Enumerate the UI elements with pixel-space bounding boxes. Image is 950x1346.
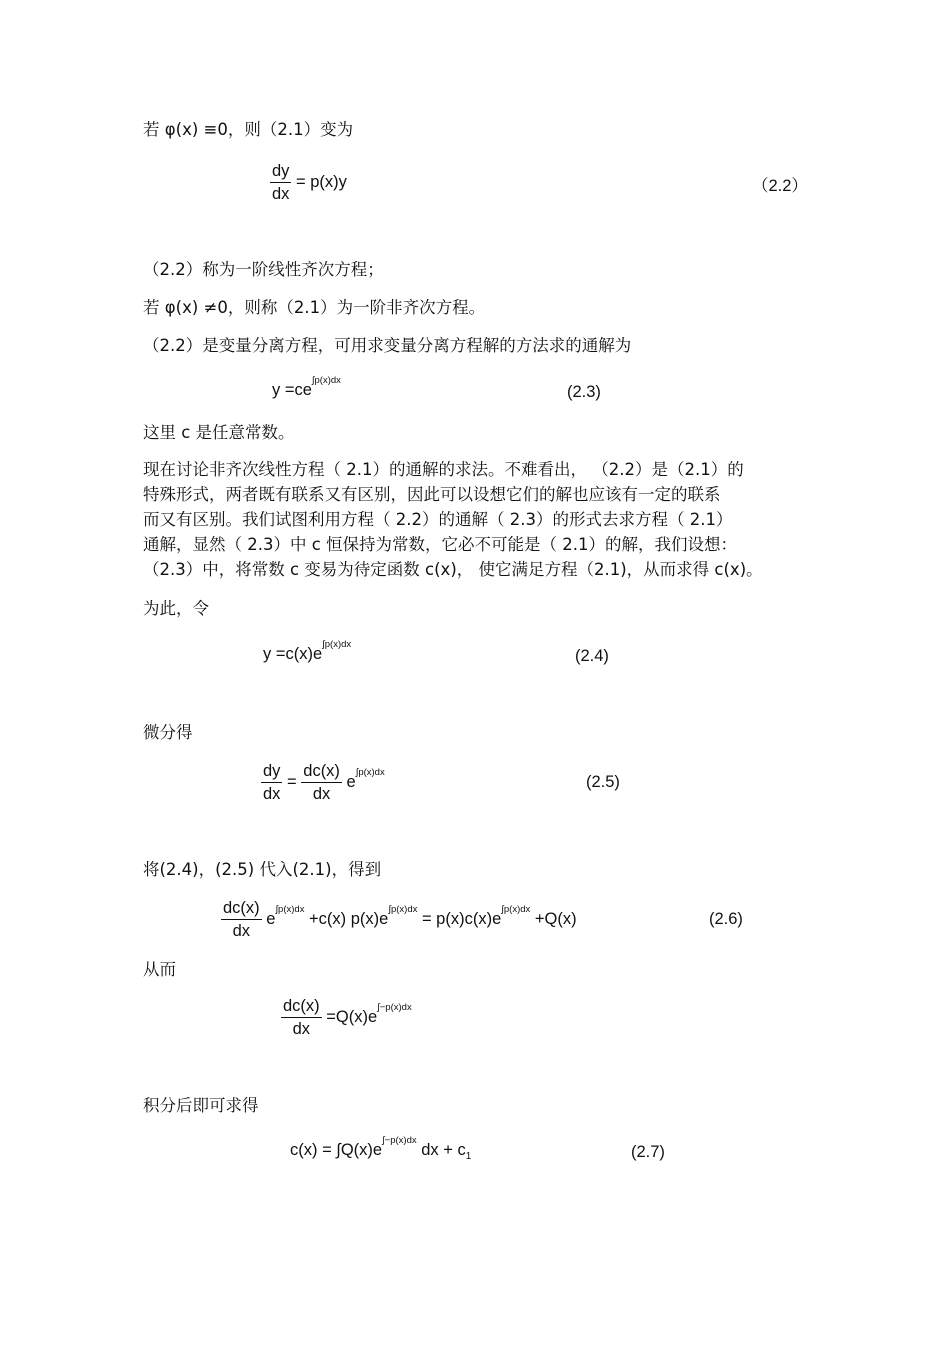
numerator: dc(x): [281, 995, 322, 1018]
equation-rhs: =Q(x)e: [326, 1007, 378, 1026]
fraction-dy-dx: [261, 760, 282, 805]
exponent: ∫−p(x)dx: [382, 1135, 417, 1146]
equals-sign: =: [287, 772, 297, 791]
fraction-dcx-dx: [281, 995, 322, 1040]
denominator: dx: [312, 785, 331, 803]
equation-rhs: = p(x)y: [296, 172, 347, 191]
line-let: 为此，令: [143, 599, 209, 618]
denominator: dx: [272, 185, 290, 203]
line-differentiate: 微分得: [143, 723, 193, 742]
equation-tail: dx + c: [421, 1141, 466, 1159]
equation-lhs: y =c(x)e: [263, 645, 323, 663]
exponent: ∫p(x)dx: [322, 639, 352, 650]
equation-2-2: [270, 160, 347, 205]
exponent: ∫p(x)dx: [355, 766, 385, 778]
line-nonhomogeneous-definition: 若 φ(x) ≠0，则称（2.1）为一阶非齐次方程。: [143, 298, 486, 317]
exponent: ∫p(x)dx: [311, 375, 341, 386]
equation-label-2-7: (2.7): [631, 1143, 665, 1161]
paragraph-line-1: 现在讨论非齐次线性方程（ 2.1）的通解的求法。不难看出， （2.2）是（2.1）的: [143, 460, 744, 479]
denominator: dx: [263, 785, 281, 803]
line-homogeneous-definition: （2.2）称为一阶线性齐次方程；: [143, 260, 384, 279]
line-substitute: 将(2.4)，(2.5) 代入(2.1)，得到: [143, 860, 382, 879]
term-a: e: [266, 909, 276, 928]
denominator: dx: [232, 922, 251, 940]
paragraph-line-3: 而又有区别。我们试图利用方程（ 2.2）的通解（ 2.3）的形式去求方程（ 2.1）: [143, 510, 733, 529]
term-d: +Q(x): [534, 909, 577, 928]
exponent-b: ∫p(x)dx: [388, 903, 418, 915]
equation-2-4: [263, 639, 352, 664]
equation-2-7: [290, 1135, 472, 1162]
numerator: dc(x): [221, 897, 262, 920]
equation-label-2-5: (2.5): [586, 773, 620, 791]
line-condition-phi-zero: 若 φ(x) ≡0，则（2.1）变为: [143, 120, 354, 139]
equation-2-6: [221, 897, 577, 942]
equation-label-2-3: (2.3): [567, 383, 601, 401]
equation-dcx: [281, 995, 412, 1040]
fraction-dy-dx: [270, 160, 291, 205]
paragraph-line-4: 通解，显然（ 2.3）中 c 恒保持为常数，它必不可能是（ 2.1）的解，我们设想：: [143, 535, 738, 554]
fraction-dcx-dx: [221, 897, 262, 942]
line-therefore: 从而: [143, 960, 176, 979]
subscript: 1: [465, 1151, 472, 1162]
term-c: = p(x)c(x)e: [421, 909, 502, 928]
equation-label-2-4: (2.4): [575, 647, 609, 665]
exp-base: e: [346, 772, 356, 791]
line-arbitrary-constant: 这里 c 是任意常数。: [143, 423, 295, 442]
paragraph-line-5: （2.3）中，将常数 c 变易为待定函数 c(x)， 使它满足方程（2.1)，从而求得 c(x)。: [143, 560, 763, 579]
equation-lhs: y =ce: [272, 381, 312, 399]
term-b: +c(x) p(x)e: [309, 909, 389, 928]
equation-label-2-6: (2.6): [709, 910, 743, 928]
equation-2-3: [272, 375, 341, 400]
exponent: ∫−p(x)dx: [377, 1001, 412, 1013]
line-separable-note: （2.2）是变量分离方程，可用求变量分离方程解的方法求的通解为: [143, 336, 632, 355]
denominator: dx: [292, 1020, 311, 1038]
exponent-a: ∫p(x)dx: [275, 903, 305, 915]
paragraph-line-2: 特殊形式，两者既有联系又有区别，因此可以设想它们的解也应该有一定的联系: [143, 485, 721, 504]
line-integrate: 积分后即可求得: [143, 1096, 259, 1115]
numerator: dy: [261, 760, 282, 783]
numerator: dy: [270, 160, 291, 183]
numerator: dc(x): [301, 760, 342, 783]
equation-lhs: c(x) = ∫Q(x)e: [290, 1141, 383, 1159]
fraction-dcx-dx: [301, 760, 342, 805]
equation-label-2-2: （2.2）: [752, 177, 808, 195]
equation-2-5: [261, 760, 385, 805]
exponent-c: ∫p(x)dx: [501, 903, 531, 915]
